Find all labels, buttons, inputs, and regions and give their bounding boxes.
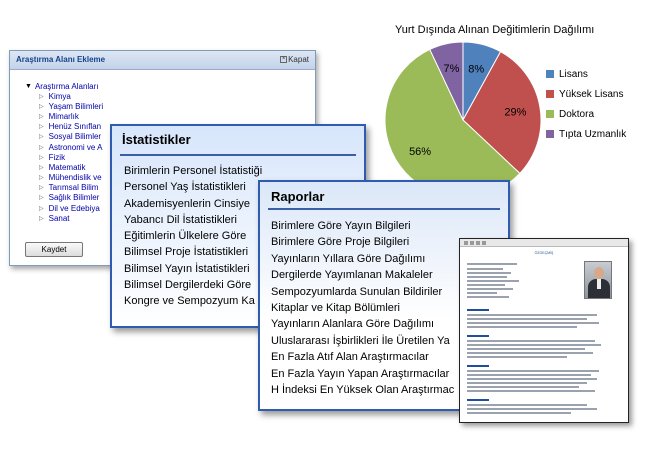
tree-item[interactable] <box>39 213 103 223</box>
reports-list <box>271 220 454 400</box>
research-area-tree <box>25 81 103 223</box>
pie-data-label: 8% <box>468 63 485 76</box>
legend-label: Yüksek Lisans <box>559 88 624 100</box>
cv-text-line <box>467 263 517 265</box>
report-link[interactable]: H İndeksi En Yüksek Olan Araştırmac <box>271 383 455 396</box>
legend-swatch <box>546 110 554 118</box>
statistics-divider <box>120 154 356 156</box>
report-link[interactable]: Uluslararası İşbirlikleri İle Üretilen Ya <box>271 334 450 347</box>
cv-text-line <box>467 344 601 346</box>
legend-swatch <box>546 90 554 98</box>
caret-right-icon: ▷ <box>39 134 44 141</box>
statistics-title: İstatistikler <box>122 132 191 147</box>
cv-text-line <box>467 356 567 358</box>
tree-item-label: Kimya <box>48 91 71 101</box>
tree-item-label: Tarımsal Bilim <box>48 183 99 193</box>
caret-down-icon: ▼ <box>25 82 32 90</box>
tree-item-label: Astronomi ve A <box>48 142 103 152</box>
tree-root[interactable] <box>25 81 103 91</box>
cv-text-line <box>467 386 579 388</box>
cv-heading: ÖZGEÇMİŞ <box>534 251 554 255</box>
cv-text-line <box>467 374 591 376</box>
legend-entry <box>546 104 626 124</box>
cv-section-heading <box>467 309 489 311</box>
report-link[interactable]: Birimlere Göre Yayın Bilgileri <box>271 220 411 232</box>
legend-swatch <box>546 130 554 138</box>
tree-item[interactable] <box>39 173 103 183</box>
report-link[interactable]: En Fazla Atıf Alan Araştırmacılar <box>271 351 429 364</box>
cv-text-line <box>467 326 577 328</box>
cv-section-heading <box>467 399 489 401</box>
cv-text-line <box>467 370 599 372</box>
caret-right-icon: ▷ <box>39 195 44 202</box>
tree-item-label: Dil ve Edebiya <box>48 203 100 213</box>
caret-right-icon: ▷ <box>39 144 44 151</box>
toolbar-icon <box>470 241 474 245</box>
cv-text-line <box>467 272 511 274</box>
tree-item[interactable] <box>39 101 103 111</box>
reports-title: Raporlar <box>271 189 325 204</box>
tree-item[interactable] <box>39 162 103 172</box>
caret-right-icon: ▷ <box>39 154 44 161</box>
statistics-link[interactable]: Bilimsel Yayın İstatistikleri <box>124 262 250 275</box>
tree-item[interactable] <box>39 203 103 213</box>
legend-entry <box>546 64 626 84</box>
caret-right-icon: ▷ <box>39 175 44 182</box>
cv-text-line <box>467 268 503 270</box>
save-button[interactable]: Kaydet <box>25 242 83 257</box>
toolbar-icon <box>476 241 480 245</box>
cv-text-line <box>467 340 595 342</box>
document-toolbar <box>460 239 628 247</box>
cv-text-line <box>467 292 497 294</box>
legend-label: Lisans <box>559 68 588 80</box>
cv-text-line <box>467 382 587 384</box>
pie-data-label: 56% <box>409 146 432 159</box>
legend-entry <box>546 124 626 144</box>
close-label: Kapat <box>288 55 309 64</box>
close-icon: × <box>281 56 286 63</box>
pie-data-label: 7% <box>443 63 460 76</box>
cv-text-line <box>467 404 587 406</box>
caret-right-icon: ▷ <box>39 215 44 222</box>
statistics-list <box>124 165 262 312</box>
cv-text-line <box>467 408 597 410</box>
caret-right-icon: ▷ <box>39 113 44 120</box>
statistics-link[interactable]: Akademisyenlerin Cinsiye <box>124 197 250 210</box>
legend-entry <box>546 84 626 104</box>
tree-item[interactable] <box>39 111 103 121</box>
tree-item[interactable] <box>39 152 103 162</box>
caret-right-icon: ▷ <box>39 205 44 212</box>
tree-item[interactable] <box>39 122 103 132</box>
tree-item-label: Mühendislik ve <box>48 173 102 183</box>
caret-right-icon: ▷ <box>39 103 44 110</box>
cv-text-line <box>467 288 513 290</box>
cv-section-heading <box>467 365 489 367</box>
report-link[interactable]: Sempozyumlarda Sunulan Bildiriler <box>271 285 443 298</box>
cv-text-line <box>467 318 587 320</box>
cv-text-line <box>467 412 571 414</box>
report-link[interactable]: Dergilerde Yayımlanan Makaleler <box>271 269 433 282</box>
report-link[interactable]: En Fazla Yayın Yapan Araştırmacılar <box>271 367 450 380</box>
pie-chart <box>383 40 543 200</box>
research-area-titlebar <box>10 51 315 70</box>
caret-right-icon: ▷ <box>39 164 44 171</box>
tree-item-label: Fizik <box>48 152 66 162</box>
statistics-link[interactable]: Personel Yaş İstatistikleri <box>124 181 246 194</box>
report-link[interactable]: Yayınların Alanlara Göre Dağılımı <box>271 318 435 331</box>
statistics-link[interactable]: Bilimsel Dergilerdeki Göre <box>124 279 252 292</box>
cv-text-line <box>467 378 597 380</box>
report-link[interactable]: Kitaplar ve Kitap Bölümleri <box>271 301 401 314</box>
toolbar-icon <box>482 241 486 245</box>
cv-text-line <box>467 322 599 324</box>
tree-item[interactable] <box>39 132 103 142</box>
legend-label: Tıpta Uzmanlık <box>559 128 627 140</box>
chart-title: Yurt Dışında Alınan Değitimlerin Dağılımı <box>395 24 595 36</box>
cv-document-preview <box>459 238 629 423</box>
cv-text-line <box>467 352 593 354</box>
statistics-link[interactable]: Bilimsel Proje İstatistikleri <box>124 246 249 259</box>
legend-swatch <box>546 70 554 78</box>
chart-legend <box>546 64 626 144</box>
tree-item-label: Yaşam Bilimleri <box>48 101 104 111</box>
toolbar-icon <box>464 241 468 245</box>
tree-item-label: Sağlık Bilimler <box>48 193 100 203</box>
statistics-link[interactable]: Eğitimlerin Ülkelere Göre <box>124 230 247 243</box>
tree-root-label: Araştırma Alanları <box>34 81 99 91</box>
profile-photo <box>584 261 612 299</box>
tree-item[interactable] <box>39 91 103 101</box>
tree-items <box>39 91 103 223</box>
tree-item[interactable] <box>39 193 103 203</box>
tree-item-label: Matematik <box>48 162 86 172</box>
tree-item-label: Mimarlık <box>48 111 79 121</box>
statistics-link[interactable]: Kongre ve Sempozyum Ka <box>124 295 255 308</box>
tree-item[interactable] <box>39 142 103 152</box>
report-link[interactable]: Yayınların Yıllara Göre Dağılımı <box>271 252 426 265</box>
report-link[interactable]: Birimlere Göre Proje Bilgileri <box>271 236 410 249</box>
caret-right-icon: ▷ <box>39 93 44 100</box>
cv-text-line <box>467 276 507 278</box>
pie-data-label: 29% <box>504 106 527 119</box>
statistics-link[interactable]: Birimlerin Personel İstatistiği <box>124 165 263 177</box>
caret-right-icon: ▷ <box>39 185 44 192</box>
cv-section-heading <box>467 335 489 337</box>
tree-item[interactable] <box>39 183 103 193</box>
cv-text-line <box>467 348 585 350</box>
caret-right-icon: ▷ <box>39 124 44 131</box>
close-button[interactable] <box>280 55 309 64</box>
cv-text-line <box>467 284 505 286</box>
reports-divider <box>268 208 500 210</box>
tree-item-label: Henüz Sınıflan <box>48 122 102 132</box>
cv-text-line <box>467 390 595 392</box>
cv-text-line <box>467 296 509 298</box>
cv-text-line <box>467 280 519 282</box>
research-area-title: Araştırma Alanı Ekleme <box>16 55 106 64</box>
cv-text-line <box>467 314 597 316</box>
statistics-link[interactable]: Yabancı Dil İstatistikleri <box>124 213 237 226</box>
legend-label: Doktora <box>559 108 595 120</box>
tree-item-label: Sosyal Bilimler <box>48 132 102 142</box>
tree-item-label: Sanat <box>48 213 70 223</box>
